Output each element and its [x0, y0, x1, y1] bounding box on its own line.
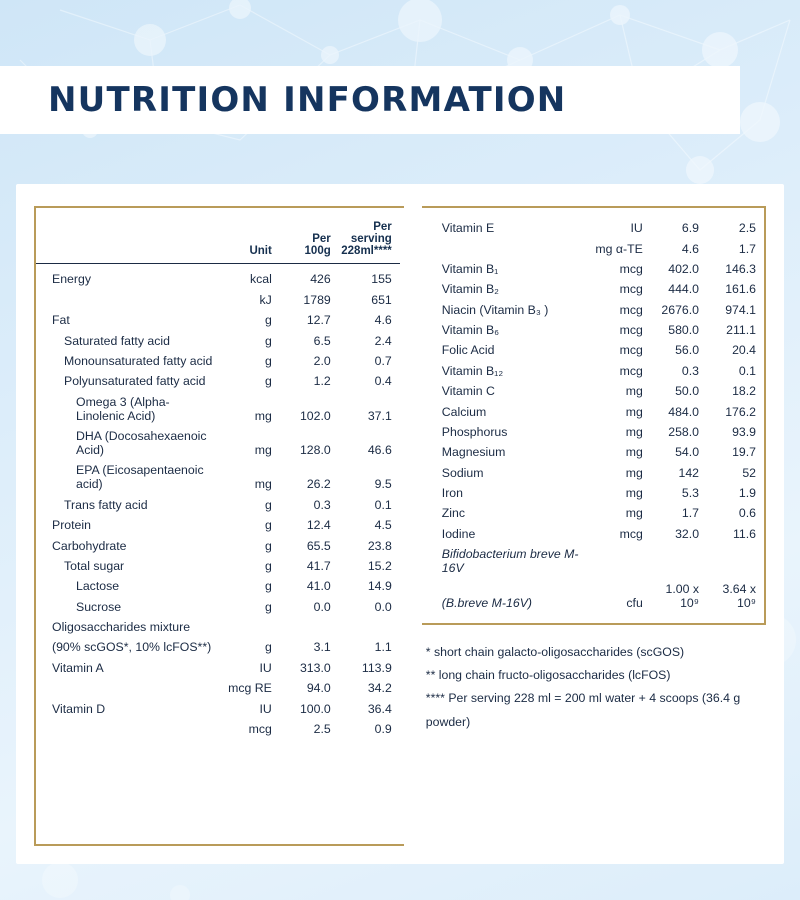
nutrient-unit: g [264, 333, 272, 348]
nutrient-per-100g: 65.5 [306, 538, 331, 553]
nutrient-unit: mcg [619, 302, 643, 317]
nutrient-name: Magnesium [441, 445, 506, 460]
header-per-100g [278, 218, 337, 262]
nutrient-per-serving: 161.6 [725, 282, 756, 297]
nutrient-per-serving: 4.5 [374, 518, 392, 533]
nutrient-name: Sodium [441, 465, 484, 480]
probiotic-per-serving-empty [705, 544, 764, 578]
nutrient-name: Total sugar [64, 558, 125, 573]
nutrient-unit [215, 617, 278, 637]
nutrient-name: Energy [52, 272, 91, 287]
table-row [426, 381, 764, 401]
nutrient-per-100g: 41.0 [306, 579, 331, 594]
nutrient-name: Monounsaturated fatty acid [64, 353, 213, 368]
probiotic-per-serving: 3.64 x 10⁹ [722, 581, 756, 610]
table-row [426, 218, 764, 238]
nutrient-name [36, 678, 215, 698]
nutrient-per-100g: 426 [310, 272, 331, 287]
footnote-scgos: * short chain galacto-oligosaccharides (scGOS) [425, 644, 685, 659]
nutrient-name: Vitamin B₆ [441, 323, 500, 338]
nutrient-name: Sucrose [76, 599, 122, 614]
title-band [0, 66, 740, 134]
header-per-100g-line2: 100g [304, 245, 331, 258]
nutrient-per-serving: 2.4 [374, 333, 392, 348]
nutrient-unit: g [264, 518, 272, 533]
table-row [36, 269, 400, 289]
nutrient-name: Iron [441, 486, 463, 501]
nutrient-per-serving: 20.4 [732, 343, 756, 358]
table-header-row [36, 218, 400, 262]
nutrient-per-serving: 93.9 [732, 424, 756, 439]
table-row [426, 259, 764, 279]
nutrient-per-100g: 54.0 [675, 445, 700, 460]
nutrient-name: Trans fatty acid [64, 497, 148, 512]
table-row [36, 495, 400, 515]
nutrient-per-serving: 19.7 [732, 445, 756, 460]
table-row [426, 544, 764, 578]
nutrient-unit: g [264, 353, 272, 368]
nutrient-name: Vitamin C [441, 384, 495, 399]
nutrient-per-serving: 146.3 [725, 261, 756, 276]
nutrient-per-serving: 0.0 [374, 599, 392, 614]
nutrient-per-serving: 15.2 [367, 558, 392, 573]
nutrient-per-100g: 4.6 [681, 241, 700, 256]
nutrient-name: Vitamin E [441, 221, 495, 236]
nutrient-per-serving: 113.9 [361, 660, 392, 675]
nutrient-name: Vitamin A [52, 660, 104, 675]
nutrient-per-100g: 12.4 [306, 518, 331, 533]
nutrient-per-100g: 32.0 [675, 526, 700, 541]
table-row [426, 442, 764, 462]
page-title: NUTRITION INFORMATION [48, 80, 567, 120]
nutrient-per-100g: 2.5 [313, 721, 331, 736]
nutrient-per-serving: 2.5 [738, 221, 756, 236]
nutrient-name: Zinc [441, 506, 466, 521]
nutrient-unit: mcg [619, 363, 643, 378]
header-per-serving [337, 218, 400, 262]
nutrient-per-serving: 0.1 [374, 497, 392, 512]
nutrient-unit: IU [630, 221, 643, 236]
nutrient-per-serving: 23.8 [367, 538, 392, 553]
probiotic-per-100g-empty [649, 544, 705, 578]
probiotic-unit: cfu [626, 595, 643, 610]
nutrient-name: Oligosaccharides mixture [52, 620, 191, 634]
nutrient-unit: g [264, 313, 272, 328]
nutrient-unit: kcal [249, 272, 272, 287]
left-table-container [34, 206, 404, 846]
right-table-container [422, 206, 766, 625]
nutrient-unit: mcg [619, 282, 643, 297]
right-column [422, 206, 766, 846]
table-row [36, 310, 400, 330]
table-row [426, 483, 764, 503]
nutrient-per-100g: 102.0 [299, 408, 331, 423]
nutrient-unit: g [264, 579, 272, 594]
table-row [426, 361, 764, 381]
table-row [36, 719, 400, 739]
nutrient-name: Lactose [76, 579, 120, 594]
nutrient-per-100g: 56.0 [675, 343, 700, 358]
footnotes [422, 641, 766, 734]
nutrient-per-serving: 9.5 [374, 477, 392, 492]
nutrient-per-serving: 1.1 [374, 640, 392, 655]
nutrient-per-serving: 11.6 [732, 526, 756, 541]
table-row [36, 535, 400, 555]
nutrient-per-100g: 94.0 [306, 681, 331, 696]
nutrient-per-100g: 0.3 [313, 497, 331, 512]
nutrient-name: Saturated fatty acid [64, 333, 170, 348]
nutrient-name: Omega 3 (Alpha-Linolenic Acid) [76, 394, 170, 423]
table-row [426, 578, 764, 612]
nutrient-name: Polyunsaturated fatty acid [64, 374, 206, 389]
nutrient-name [36, 290, 215, 310]
nutrient-per-serving: 34.2 [367, 681, 392, 696]
nutrient-per-serving: 0.9 [374, 721, 392, 736]
table-row [426, 463, 764, 483]
nutrient-per-serving: 18.2 [732, 384, 756, 399]
nutrient-name: Calcium [441, 404, 487, 419]
nutrient-unit: mg [625, 445, 643, 460]
nutrient-per-100g: 12.7 [306, 313, 331, 328]
table-row [426, 238, 764, 258]
table-row [36, 658, 400, 678]
nutrition-table-right [426, 218, 764, 613]
nutrition-panel [16, 184, 784, 864]
nutrient-unit: g [264, 599, 272, 614]
nutrient-per-100g: 2676.0 [661, 302, 700, 317]
nutrient-per-100g: 41.7 [306, 558, 331, 573]
nutrient-per-100g: 6.5 [313, 333, 331, 348]
table-row [36, 426, 400, 460]
nutrient-unit: g [264, 558, 272, 573]
table-row [36, 596, 400, 616]
nutrient-name: Protein [52, 518, 91, 533]
nutrient-per-serving: 651 [371, 292, 392, 307]
nutrient-per-serving: 0.4 [374, 374, 392, 389]
nutrient-unit: g [264, 374, 272, 389]
table-row [426, 340, 764, 360]
table-row [36, 698, 400, 718]
nutrient-name: Vitamin D [52, 701, 106, 716]
nutrient-per-100g: 2.0 [313, 353, 331, 368]
nutrient-unit: mg [625, 506, 643, 521]
nutrient-per-100g: 313.0 [299, 660, 331, 675]
table-row [36, 617, 400, 637]
nutrient-per-100g: 0.0 [313, 599, 331, 614]
nutrient-unit: mcg [619, 526, 643, 541]
nutrient-per-serving [337, 617, 400, 637]
nutrient-per-serving: 0.7 [374, 353, 392, 368]
nutrient-unit: mg [625, 486, 643, 501]
header-per-100g-line1: Per [312, 233, 331, 246]
table-row [426, 524, 764, 544]
nutrient-name: Vitamin B₁₂ [441, 363, 504, 378]
nutrient-name: Niacin (Vitamin B₃ ) [441, 302, 549, 317]
table-row [426, 422, 764, 442]
table-row [426, 503, 764, 523]
nutrient-unit: mg [254, 477, 272, 492]
nutrient-unit: g [264, 497, 272, 512]
nutrient-per-100g: 258.0 [668, 424, 700, 439]
table-row [36, 290, 400, 310]
nutrient-unit: mcg RE [228, 681, 272, 696]
table-row [36, 330, 400, 350]
nutrient-unit: mg [625, 465, 643, 480]
nutrient-name: Iodine [441, 526, 476, 541]
nutrient-name: Vitamin B₂ [441, 282, 499, 297]
nutrient-per-serving: 36.4 [367, 701, 392, 716]
nutrient-unit: mg [625, 424, 643, 439]
nutrient-per-serving: 1.9 [738, 486, 756, 501]
nutrient-name: Phosphorus [441, 424, 508, 439]
nutrient-unit: mg [254, 408, 272, 423]
nutrient-per-100g [278, 617, 337, 637]
nutrient-unit: kJ [259, 292, 272, 307]
probiotic-name-line1: Bifidobacterium breve M-16V [441, 547, 579, 576]
probiotic-unit-empty [591, 544, 649, 578]
table-row [36, 460, 400, 494]
nutrient-unit: mg [254, 443, 272, 457]
table-row [36, 556, 400, 576]
nutrient-per-100g: 580.0 [668, 323, 700, 338]
nutrient-name: DHA (Docosahexaenoic Acid) [76, 429, 207, 457]
header-per-serving-line1: Per [373, 221, 392, 234]
nutrient-per-serving: 14.9 [367, 579, 392, 594]
nutrient-per-100g: 100.0 [299, 701, 331, 716]
footnote-serving: **** Per serving 228 ml = 200 ml water + 4 scoops (36.4 g powder) [425, 691, 741, 729]
nutrient-per-100g: 1.2 [313, 374, 331, 389]
nutrient-per-serving: 0.6 [738, 506, 756, 521]
table-row [36, 391, 400, 425]
table-row [36, 637, 400, 657]
nutrient-name: EPA (Eicosapentaenoic acid) [76, 463, 204, 492]
probiotic-per-100g: 1.00 x 10⁹ [665, 581, 700, 610]
nutrient-per-100g: 6.9 [681, 221, 700, 236]
nutrient-unit: mcg [248, 721, 272, 736]
table-row [36, 351, 400, 371]
table-row [426, 401, 764, 421]
nutrient-unit: IU [259, 660, 272, 675]
nutrient-per-100g: 1789 [303, 292, 331, 307]
nutrient-per-100g: 3.1 [313, 640, 331, 655]
nutrient-per-serving: 155 [371, 272, 392, 287]
table-row [426, 320, 764, 340]
nutrient-name: (90% scGOS*, 10% lcFOS**) [52, 640, 212, 655]
header-per-serving-line2: serving [350, 233, 392, 246]
nutrient-name [426, 238, 591, 258]
probiotic-name-line2: (B.breve M-16V) [441, 595, 532, 610]
table-row [36, 371, 400, 391]
nutrient-per-100g: 26.2 [306, 477, 331, 492]
table-row [426, 300, 764, 320]
nutrient-per-serving: 211.1 [726, 323, 756, 338]
nutrient-per-serving: 37.1 [367, 408, 392, 423]
nutrient-per-100g: 484.0 [668, 404, 700, 419]
nutrient-per-serving: 974.1 [725, 302, 756, 317]
nutrient-per-serving: 52 [742, 465, 756, 480]
nutrient-per-serving: 46.6 [367, 443, 392, 457]
nutrient-per-100g: 5.3 [681, 486, 700, 501]
table-row [36, 576, 400, 596]
nutrient-unit: g [264, 538, 272, 553]
nutrient-unit: mg [625, 384, 643, 399]
nutrient-per-100g: 50.0 [675, 384, 700, 399]
header-per-serving-line3: 228ml**** [341, 245, 392, 258]
nutrient-per-serving: 1.7 [738, 241, 756, 256]
nutrient-unit: mg α-TE [595, 241, 643, 256]
nutrient-name: Folic Acid [441, 343, 495, 358]
nutrient-name: Fat [52, 313, 70, 328]
nutrient-unit: IU [259, 701, 272, 716]
header-unit: Unit [249, 245, 272, 258]
nutrient-per-100g: 0.3 [681, 363, 700, 378]
nutrient-per-100g: 128.0 [299, 443, 331, 457]
nutrient-name: Carbohydrate [52, 538, 127, 553]
nutrient-unit: mcg [619, 323, 643, 338]
nutrient-per-serving: 0.1 [738, 363, 756, 378]
table-row [426, 279, 764, 299]
nutrient-per-100g: 402.0 [668, 261, 700, 276]
nutrient-unit: mg [625, 404, 643, 419]
nutrition-table-left [36, 218, 400, 739]
nutrient-unit: mcg [619, 343, 643, 358]
nutrient-per-100g: 142 [678, 465, 700, 480]
table-row [36, 678, 400, 698]
nutrient-per-serving: 176.2 [725, 404, 756, 419]
nutrient-unit: g [264, 640, 272, 655]
header-nutrient [36, 218, 215, 262]
nutrient-name: Vitamin B₁ [441, 261, 499, 276]
nutrient-name [36, 719, 215, 739]
nutrient-per-serving: 4.6 [374, 313, 392, 328]
table-row [36, 515, 400, 535]
nutrient-per-100g: 1.7 [681, 506, 700, 521]
nutrient-per-100g: 444.0 [668, 282, 700, 297]
nutrient-unit: mcg [619, 261, 643, 276]
footnote-lcfos: ** long chain fructo-oligosaccharides (lcFOS) [425, 668, 671, 683]
